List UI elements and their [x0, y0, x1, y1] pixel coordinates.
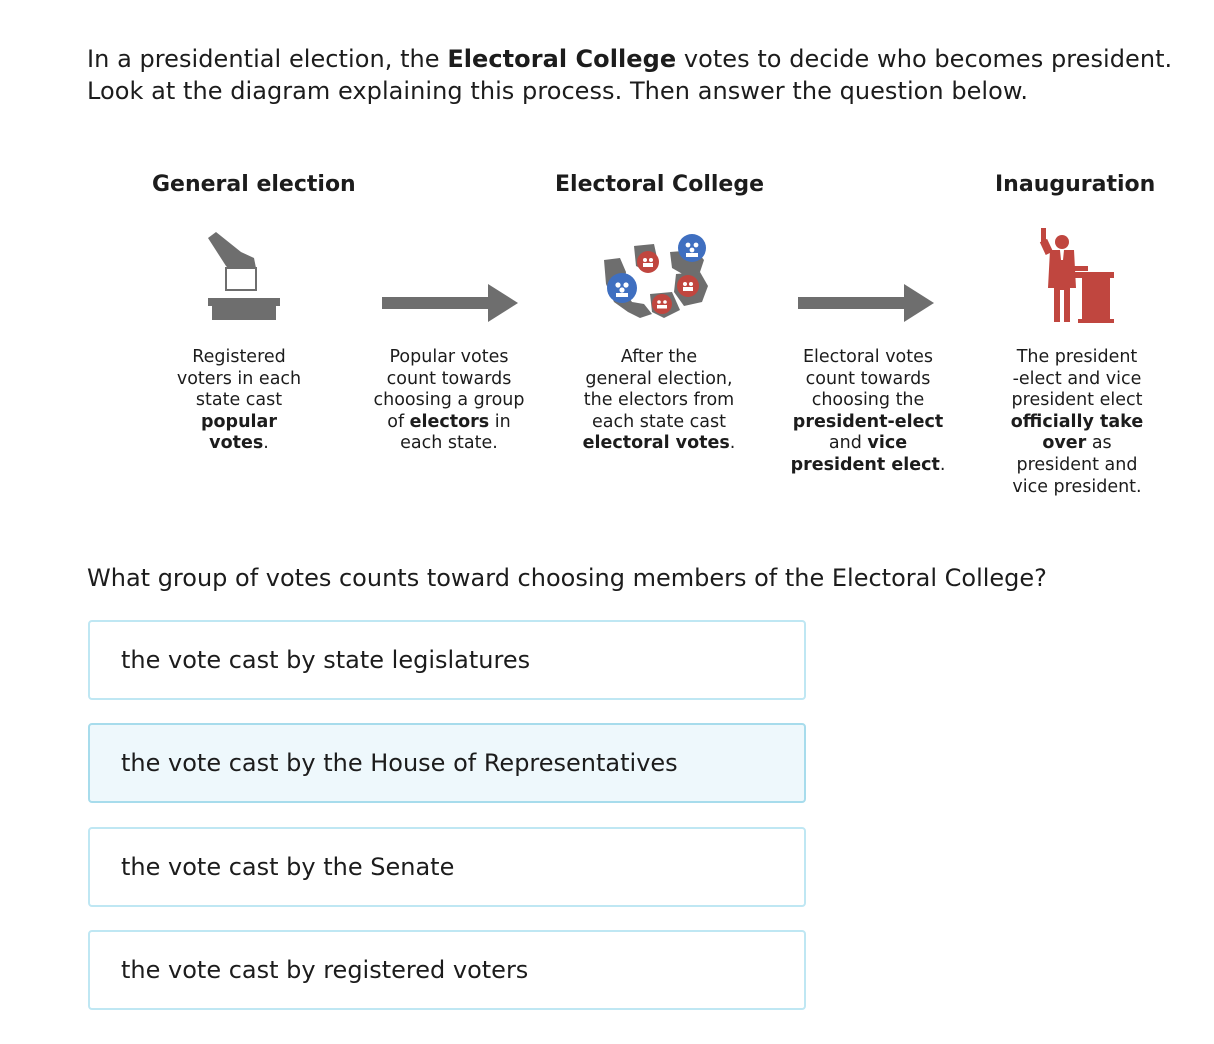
stage-title-inauguration: Inauguration: [995, 172, 1156, 197]
caption-electoral-college: After the general election, the electors from each state cast electoral votes.: [582, 347, 736, 454]
electoral-process-diagram: [0, 0, 1214, 520]
electoral-map-icon: [600, 232, 718, 324]
stage-title-electoral-college: Electoral College: [555, 172, 764, 197]
caption-popular-votes: Popular votes count towards choosing a group of electors in each state.: [373, 347, 525, 454]
caption-inauguration: The president -elect and vice president elect officially take over as president and vice president.: [1010, 347, 1144, 497]
answer-choice-label: the vote cast by state legislatures: [121, 646, 531, 674]
answer-choice-state-legislatures[interactable]: [88, 620, 806, 700]
arrow-right-icon: [798, 284, 936, 322]
answer-choice-registered-voters[interactable]: [88, 930, 806, 1010]
caption-general-election: Registered voters in each state cast popular votes.: [176, 347, 302, 454]
ballot-box-icon: [196, 230, 286, 325]
caption-electoral-votes: Electoral votes count towards choosing the president-elect and vice president elect.: [790, 347, 946, 475]
answer-choice-label: the vote cast by the House of Representatives: [121, 749, 678, 777]
question-text: What group of votes counts toward choosing members of the Electoral College?: [87, 564, 1047, 592]
answer-choice-label: the vote cast by the Senate: [121, 853, 455, 881]
answer-choice-senate[interactable]: [88, 827, 806, 907]
president-podium-icon: [1036, 226, 1120, 324]
stage-title-general-election: General election: [152, 172, 356, 197]
arrow-right-icon: [382, 284, 520, 322]
answer-choice-house-of-representatives[interactable]: [88, 723, 806, 803]
answer-choice-label: the vote cast by registered voters: [121, 956, 529, 984]
intro-text: In a presidential election, the Electoral College votes to decide who becomes president. Look at the diagram explaining this process. Then answer the question below.: [87, 45, 1173, 105]
